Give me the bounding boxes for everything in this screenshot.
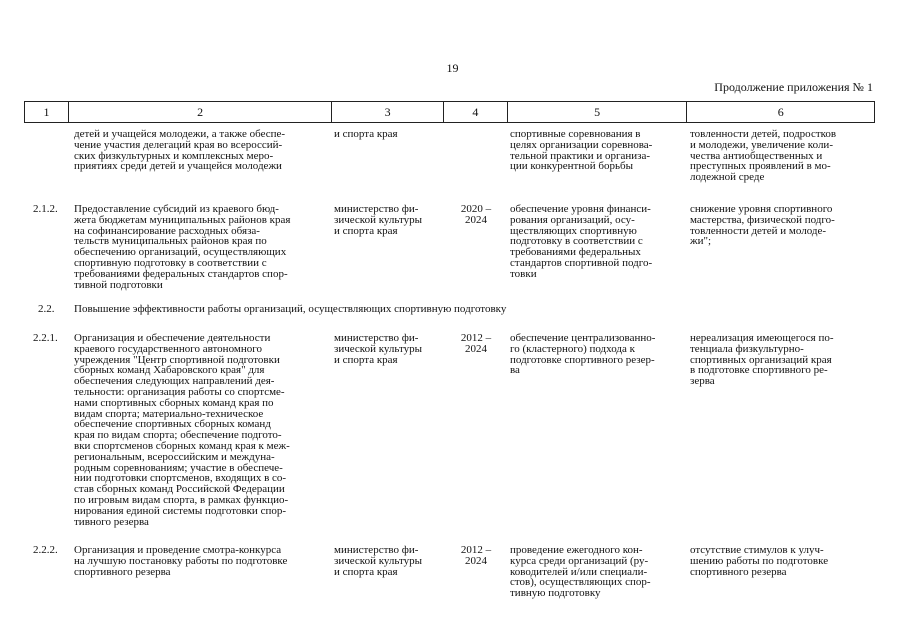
row-result: спортивные соревнования в целях организации соревнова- тельной практики и организа- ции конкурентной борьбы — [510, 128, 653, 173]
row-result: обеспечение уровня финанси- рования организаций, осу- ществляющих спортивную подготовку в соответствии с требованиями федеральных стандартов спортивной подго- товки — [510, 203, 653, 280]
row-consequence: отсутствие стимулов к улуч- шению работы по подготовке спортивного резерва — [690, 544, 829, 578]
row-executor: и спорта края — [334, 128, 398, 140]
row-number: 2.2.1. — [33, 332, 58, 344]
header-col-1: 1 — [25, 102, 69, 122]
row-consequence: товленности детей, подростков и молодежи, увеличение коли- чества антиобщественных и преступных проявлений в мо- лодежной среде — [690, 128, 837, 184]
page-number: 19 — [446, 61, 459, 75]
section-title: Повышение эффективности работы организаций, осуществляющих спортивную подготовку — [74, 303, 507, 315]
header-col-5: 5 — [508, 102, 688, 122]
row-description: Организация и обеспечение деятельности краевого государственного автономного учреждения "Центр спортивной подготовки сборных команд Хабаровского края" для обеспечения следующих направлений дея- тельности: организация работы со спортсме- нами спортивных сборных команд края по видам спорта; материально-техническое обеспечение спортивных сборных команд края по видам спорта; обеспечение подгото- вки спортсменов сборных команд края к меж- региональным, всероссийским и междуна- родным соревнованиям; участие в обеспече- нии подготовки спортсменов, входящих в со- став сборных команд Российской Федерации по игровым видам спорта, в рамках функцио- нирования единой системы подготовки спор- тивного резерва — [74, 332, 290, 528]
row-executor: министерство фи- зической культуры и спорта края — [334, 544, 423, 578]
continuation-note: Продолжение приложения № 1 — [714, 80, 873, 94]
section-number: 2.2. — [38, 303, 55, 315]
row-number: 2.1.2. — [33, 203, 58, 215]
row-result: обеспечение централизованно- го (кластерного) подхода к подготовке спортивного резер- ва — [510, 332, 656, 377]
header-col-4: 4 — [444, 102, 508, 122]
row-executor: министерство фи- зической культуры и спорта края — [334, 332, 423, 366]
row-years: 2020 – 2024 — [460, 203, 492, 226]
header-col-3: 3 — [332, 102, 444, 122]
row-years: 2012 – 2024 — [460, 544, 492, 567]
row-years: 2012 – 2024 — [460, 332, 492, 355]
header-col-2: 2 — [69, 102, 332, 122]
row-description: Предоставление субсидий из краевого бюд- жета бюджетам муниципальных районов края на софинансирование расходных обяза- тельств муниципальных районов края по обеспечению организаций, осуществляющих спортивную подготовку в соответствии с требованиями федеральных стандартов спор- тивной подготовки — [74, 203, 291, 291]
header-col-6: 6 — [777, 105, 784, 119]
row-number: 2.2.2. — [33, 544, 58, 556]
row-executor: министерство фи- зической культуры и спорта края — [334, 203, 423, 237]
row-consequence: нереализация имеющегося по- тенциала физкультурно- спортивных организаций края в подготовке спортивного ре- зерва — [690, 332, 834, 388]
row-consequence: снижение уровня спортивного мастерства, физической подго- товленности детей и молоде- жи"; — [690, 203, 835, 248]
row-description: Организация и проведение смотра-конкурса на лучшую постановку работы по подготовке спортивного резерва — [74, 544, 288, 578]
table-header — [24, 101, 875, 123]
row-result: проведение ежегодного кон- курса среди организаций (ру- ководителей и/или специали- стов), осуществляющих спор- тивную подготовку — [510, 544, 651, 600]
row-description: детей и учащейся молодежи, а также обеспе- чение участия делегаций края во всероссий- ских физкультурных и комплексных меро- приятиях среди детей и учащейся молодежи — [74, 128, 286, 173]
